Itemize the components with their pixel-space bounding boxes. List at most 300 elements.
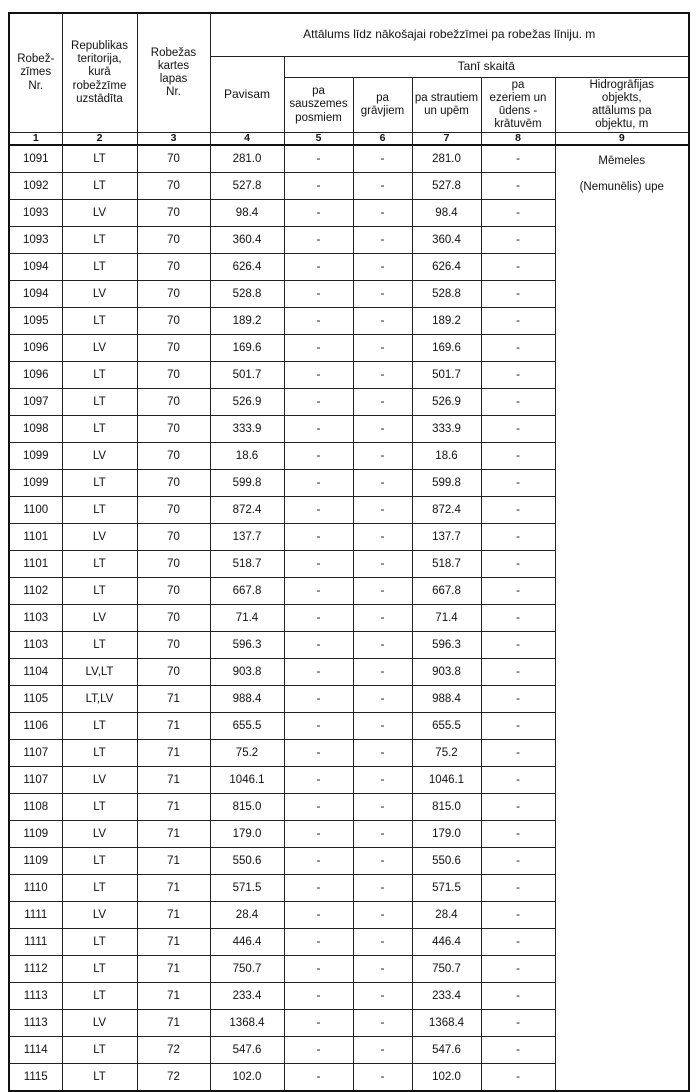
territory-cell: LT [62, 875, 137, 902]
map-sheet-cell: 70 [137, 605, 210, 632]
river-cell: 75.2 [412, 740, 481, 767]
total-cell: 1046.1 [210, 767, 284, 794]
ditch-cell: - [353, 443, 412, 470]
lake-cell: - [481, 1037, 555, 1064]
lake-cell: - [481, 983, 555, 1010]
header-total: Pavisam [210, 57, 284, 133]
river-cell: 527.8 [412, 173, 481, 200]
land-cell: - [284, 767, 353, 794]
land-cell: - [284, 1037, 353, 1064]
territory-cell: LT [62, 497, 137, 524]
hydro-object-cell [555, 145, 689, 1091]
territory-cell: LT [62, 254, 137, 281]
ditch-cell: - [353, 227, 412, 254]
marker-number-cell: 1110 [9, 875, 62, 902]
territory-cell: LT [62, 956, 137, 983]
marker-number-cell: 1099 [9, 443, 62, 470]
lake-cell: - [481, 632, 555, 659]
ditch-cell: - [353, 1010, 412, 1037]
river-cell: 233.4 [412, 983, 481, 1010]
ditch-cell: - [353, 686, 412, 713]
ditch-cell: - [353, 821, 412, 848]
total-cell: 750.7 [210, 956, 284, 983]
river-cell: 446.4 [412, 929, 481, 956]
ditch-cell: - [353, 335, 412, 362]
header-distance-group: Attālums līdz nākošajai robežzīmei pa robežas līniju. m [210, 13, 689, 57]
marker-number-cell: 1095 [9, 308, 62, 335]
marker-number-cell: 1104 [9, 659, 62, 686]
river-cell: 526.9 [412, 389, 481, 416]
land-cell: - [284, 902, 353, 929]
marker-number-cell: 1094 [9, 254, 62, 281]
river-cell: 18.6 [412, 443, 481, 470]
ditch-cell: - [353, 524, 412, 551]
territory-cell: LV [62, 443, 137, 470]
river-cell: 28.4 [412, 902, 481, 929]
total-cell: 550.6 [210, 848, 284, 875]
lake-cell: - [481, 713, 555, 740]
territory-cell: LT [62, 362, 137, 389]
ditch-cell: - [353, 1064, 412, 1092]
land-cell: - [284, 145, 353, 173]
lake-cell: - [481, 524, 555, 551]
ditch-cell: - [353, 254, 412, 281]
ditch-cell: - [353, 605, 412, 632]
total-cell: 233.4 [210, 983, 284, 1010]
map-sheet-cell: 71 [137, 713, 210, 740]
total-cell: 281.0 [210, 145, 284, 173]
map-sheet-cell: 70 [137, 578, 210, 605]
ditch-cell: - [353, 848, 412, 875]
total-cell: 333.9 [210, 416, 284, 443]
marker-number-cell: 1103 [9, 632, 62, 659]
ditch-cell: - [353, 794, 412, 821]
ditch-cell: - [353, 875, 412, 902]
marker-number-cell: 1101 [9, 551, 62, 578]
map-sheet-cell: 72 [137, 1064, 210, 1092]
river-cell: 872.4 [412, 497, 481, 524]
marker-number-cell: 1101 [9, 524, 62, 551]
land-cell: - [284, 362, 353, 389]
total-cell: 527.8 [210, 173, 284, 200]
marker-number-cell: 1103 [9, 605, 62, 632]
land-cell: - [284, 821, 353, 848]
marker-number-cell: 1115 [9, 1064, 62, 1092]
total-cell: 815.0 [210, 794, 284, 821]
marker-number-cell: 1109 [9, 848, 62, 875]
river-cell: 71.4 [412, 605, 481, 632]
lake-cell: - [481, 578, 555, 605]
river-cell: 1046.1 [412, 767, 481, 794]
river-cell: 98.4 [412, 200, 481, 227]
total-cell: 526.9 [210, 389, 284, 416]
map-sheet-cell: 70 [137, 308, 210, 335]
lake-cell: - [481, 416, 555, 443]
marker-number-cell: 1107 [9, 767, 62, 794]
lake-cell: - [481, 443, 555, 470]
column-number: 9 [555, 133, 689, 146]
territory-cell: LV [62, 767, 137, 794]
territory-cell: LV [62, 200, 137, 227]
river-cell: 501.7 [412, 362, 481, 389]
lake-cell: - [481, 821, 555, 848]
ditch-cell: - [353, 713, 412, 740]
column-number: 3 [137, 133, 210, 146]
territory-cell: LT [62, 713, 137, 740]
map-sheet-cell: 71 [137, 740, 210, 767]
column-number: 2 [62, 133, 137, 146]
map-sheet-cell: 71 [137, 956, 210, 983]
total-cell: 988.4 [210, 686, 284, 713]
land-cell: - [284, 659, 353, 686]
marker-number-cell: 1091 [9, 145, 62, 173]
land-cell: - [284, 686, 353, 713]
marker-number-cell: 1107 [9, 740, 62, 767]
lake-cell: - [481, 848, 555, 875]
lake-cell: - [481, 200, 555, 227]
lake-cell: - [481, 740, 555, 767]
land-cell: - [284, 416, 353, 443]
ditch-cell: - [353, 578, 412, 605]
total-cell: 98.4 [210, 200, 284, 227]
territory-cell: LT [62, 1037, 137, 1064]
territory-cell: LT [62, 145, 137, 173]
lake-cell: - [481, 173, 555, 200]
lake-cell: - [481, 254, 555, 281]
river-cell: 626.4 [412, 254, 481, 281]
total-cell: 903.8 [210, 659, 284, 686]
river-cell: 550.6 [412, 848, 481, 875]
total-cell: 518.7 [210, 551, 284, 578]
lake-cell: - [481, 551, 555, 578]
map-sheet-cell: 70 [137, 524, 210, 551]
map-sheet-cell: 70 [137, 281, 210, 308]
marker-number-cell: 1093 [9, 227, 62, 254]
marker-number-cell: 1100 [9, 497, 62, 524]
territory-cell: LT [62, 416, 137, 443]
marker-number-cell: 1096 [9, 362, 62, 389]
territory-cell: LV [62, 605, 137, 632]
river-cell: 815.0 [412, 794, 481, 821]
marker-number-cell: 1111 [9, 902, 62, 929]
territory-cell: LV [62, 902, 137, 929]
land-cell: - [284, 227, 353, 254]
marker-number-cell: 1096 [9, 335, 62, 362]
map-sheet-cell: 71 [137, 983, 210, 1010]
land-cell: - [284, 632, 353, 659]
total-cell: 28.4 [210, 902, 284, 929]
column-number: 8 [481, 133, 555, 146]
map-sheet-cell: 70 [137, 389, 210, 416]
land-cell: - [284, 848, 353, 875]
total-cell: 596.3 [210, 632, 284, 659]
ditch-cell: - [353, 497, 412, 524]
territory-cell: LT [62, 794, 137, 821]
total-cell: 18.6 [210, 443, 284, 470]
river-cell: 571.5 [412, 875, 481, 902]
table-row [9, 145, 689, 173]
lake-cell: - [481, 929, 555, 956]
map-sheet-cell: 71 [137, 686, 210, 713]
lake-cell: - [481, 145, 555, 173]
territory-cell: LT [62, 173, 137, 200]
ditch-cell: - [353, 173, 412, 200]
lake-cell: - [481, 308, 555, 335]
header-ditches: pa grāvjiem [353, 78, 412, 133]
river-cell: 333.9 [412, 416, 481, 443]
lake-cell: - [481, 686, 555, 713]
land-cell: - [284, 524, 353, 551]
lake-cell: - [481, 1010, 555, 1037]
column-number: 7 [412, 133, 481, 146]
river-cell: 988.4 [412, 686, 481, 713]
river-cell: 179.0 [412, 821, 481, 848]
map-sheet-cell: 71 [137, 767, 210, 794]
river-cell: 137.7 [412, 524, 481, 551]
river-cell: 102.0 [412, 1064, 481, 1092]
lake-cell: - [481, 362, 555, 389]
lake-cell: - [481, 227, 555, 254]
territory-cell: LV [62, 281, 137, 308]
map-sheet-cell: 71 [137, 1010, 210, 1037]
territory-cell: LT [62, 227, 137, 254]
land-cell: - [284, 254, 353, 281]
total-cell: 655.5 [210, 713, 284, 740]
column-number-row [9, 133, 689, 146]
lake-cell: - [481, 794, 555, 821]
land-cell: - [284, 200, 353, 227]
header-hydro-object: Hidrogrāfijas objekts, attālums pa objektu, m [555, 78, 689, 133]
ditch-cell: - [353, 362, 412, 389]
total-cell: 528.8 [210, 281, 284, 308]
total-cell: 189.2 [210, 308, 284, 335]
total-cell: 872.4 [210, 497, 284, 524]
lake-cell: - [481, 335, 555, 362]
total-cell: 667.8 [210, 578, 284, 605]
territory-cell: LT [62, 740, 137, 767]
map-sheet-cell: 70 [137, 470, 210, 497]
marker-number-cell: 1098 [9, 416, 62, 443]
ditch-cell: - [353, 767, 412, 794]
marker-number-cell: 1105 [9, 686, 62, 713]
map-sheet-cell: 71 [137, 929, 210, 956]
land-cell: - [284, 497, 353, 524]
map-sheet-cell: 71 [137, 821, 210, 848]
river-cell: 189.2 [412, 308, 481, 335]
territory-cell: LV,LT [62, 659, 137, 686]
column-number: 4 [210, 133, 284, 146]
ditch-cell: - [353, 551, 412, 578]
lake-cell: - [481, 605, 555, 632]
land-cell: - [284, 956, 353, 983]
river-cell: 596.3 [412, 632, 481, 659]
map-sheet-cell: 70 [137, 443, 210, 470]
territory-cell: LV [62, 1010, 137, 1037]
territory-cell: LT [62, 848, 137, 875]
marker-number-cell: 1111 [9, 929, 62, 956]
header-land-sections: pa sauszemes posmiem [284, 78, 353, 133]
ditch-cell: - [353, 281, 412, 308]
ditch-cell: - [353, 956, 412, 983]
map-sheet-cell: 70 [137, 173, 210, 200]
map-sheet-cell: 70 [137, 335, 210, 362]
header-map-sheet: Robežas kartes lapas Nr. [137, 13, 210, 133]
map-sheet-cell: 70 [137, 551, 210, 578]
marker-number-cell: 1092 [9, 173, 62, 200]
total-cell: 547.6 [210, 1037, 284, 1064]
map-sheet-cell: 70 [137, 632, 210, 659]
river-cell: 281.0 [412, 145, 481, 173]
total-cell: 179.0 [210, 821, 284, 848]
header-lakes-reservoirs: pa ezeriem un ūdens - krātuvēm [481, 78, 555, 133]
land-cell: - [284, 470, 353, 497]
header-marker-number: Robež- zīmes Nr. [9, 13, 62, 133]
ditch-cell: - [353, 470, 412, 497]
land-cell: - [284, 740, 353, 767]
territory-cell: LT [62, 470, 137, 497]
map-sheet-cell: 71 [137, 875, 210, 902]
lake-cell: - [481, 470, 555, 497]
ditch-cell: - [353, 200, 412, 227]
boundary-marker-table [8, 12, 690, 1092]
territory-cell: LT,LV [62, 686, 137, 713]
ditch-cell: - [353, 308, 412, 335]
territory-cell: LV [62, 524, 137, 551]
total-cell: 169.6 [210, 335, 284, 362]
total-cell: 1368.4 [210, 1010, 284, 1037]
land-cell: - [284, 605, 353, 632]
ditch-cell: - [353, 145, 412, 173]
total-cell: 360.4 [210, 227, 284, 254]
territory-cell: LT [62, 389, 137, 416]
river-cell: 667.8 [412, 578, 481, 605]
land-cell: - [284, 335, 353, 362]
lake-cell: - [481, 1064, 555, 1092]
lake-cell: - [481, 389, 555, 416]
total-cell: 501.7 [210, 362, 284, 389]
land-cell: - [284, 794, 353, 821]
total-cell: 626.4 [210, 254, 284, 281]
total-cell: 446.4 [210, 929, 284, 956]
column-number: 1 [9, 133, 62, 146]
land-cell: - [284, 443, 353, 470]
marker-number-cell: 1093 [9, 200, 62, 227]
land-cell: - [284, 929, 353, 956]
header-streams-rivers: pa strautiem un upēm [412, 78, 481, 133]
marker-number-cell: 1108 [9, 794, 62, 821]
land-cell: - [284, 983, 353, 1010]
ditch-cell: - [353, 632, 412, 659]
map-sheet-cell: 70 [137, 659, 210, 686]
map-sheet-cell: 70 [137, 145, 210, 173]
marker-number-cell: 1109 [9, 821, 62, 848]
river-cell: 360.4 [412, 227, 481, 254]
river-cell: 528.8 [412, 281, 481, 308]
river-cell: 655.5 [412, 713, 481, 740]
land-cell: - [284, 1010, 353, 1037]
column-number: 6 [353, 133, 412, 146]
land-cell: - [284, 551, 353, 578]
ditch-cell: - [353, 416, 412, 443]
territory-cell: LT [62, 578, 137, 605]
land-cell: - [284, 308, 353, 335]
lake-cell: - [481, 902, 555, 929]
territory-cell: LT [62, 983, 137, 1010]
land-cell: - [284, 173, 353, 200]
marker-number-cell: 1114 [9, 1037, 62, 1064]
marker-number-cell: 1106 [9, 713, 62, 740]
header-republic-territory: Republikas teritorija, kurā robežzīme uzstādīta [62, 13, 137, 133]
total-cell: 137.7 [210, 524, 284, 551]
territory-cell: LT [62, 551, 137, 578]
ditch-cell: - [353, 929, 412, 956]
territory-cell: LT [62, 308, 137, 335]
marker-number-cell: 1099 [9, 470, 62, 497]
total-cell: 102.0 [210, 1064, 284, 1092]
river-cell: 750.7 [412, 956, 481, 983]
marker-number-cell: 1097 [9, 389, 62, 416]
total-cell: 571.5 [210, 875, 284, 902]
map-sheet-cell: 70 [137, 416, 210, 443]
document-sheet [8, 12, 690, 1092]
map-sheet-cell: 70 [137, 497, 210, 524]
ditch-cell: - [353, 740, 412, 767]
lake-cell: - [481, 767, 555, 794]
territory-cell: LV [62, 821, 137, 848]
territory-cell: LT [62, 1064, 137, 1092]
ditch-cell: - [353, 983, 412, 1010]
total-cell: 599.8 [210, 470, 284, 497]
map-sheet-cell: 71 [137, 848, 210, 875]
land-cell: - [284, 389, 353, 416]
river-cell: 903.8 [412, 659, 481, 686]
river-cell: 518.7 [412, 551, 481, 578]
river-cell: 1368.4 [412, 1010, 481, 1037]
ditch-cell: - [353, 1037, 412, 1064]
map-sheet-cell: 70 [137, 200, 210, 227]
ditch-cell: - [353, 659, 412, 686]
lake-cell: - [481, 659, 555, 686]
marker-number-cell: 1094 [9, 281, 62, 308]
ditch-cell: - [353, 902, 412, 929]
map-sheet-cell: 71 [137, 902, 210, 929]
hydro-object-name-alt: (Nemunēlis) upe [579, 181, 664, 193]
marker-number-cell: 1113 [9, 983, 62, 1010]
marker-number-cell: 1113 [9, 1010, 62, 1037]
ditch-cell: - [353, 389, 412, 416]
lake-cell: - [481, 875, 555, 902]
lake-cell: - [481, 281, 555, 308]
river-cell: 169.6 [412, 335, 481, 362]
map-sheet-cell: 70 [137, 227, 210, 254]
lake-cell: - [481, 956, 555, 983]
table-body [9, 145, 689, 1091]
lake-cell: - [481, 497, 555, 524]
map-sheet-cell: 70 [137, 362, 210, 389]
land-cell: - [284, 1064, 353, 1092]
header-subgroup: Tanī skaitā [284, 57, 689, 78]
marker-number-cell: 1102 [9, 578, 62, 605]
territory-cell: LT [62, 929, 137, 956]
river-cell: 599.8 [412, 470, 481, 497]
marker-number-cell: 1112 [9, 956, 62, 983]
column-number: 5 [284, 133, 353, 146]
river-cell: 547.6 [412, 1037, 481, 1064]
map-sheet-cell: 71 [137, 794, 210, 821]
map-sheet-cell: 72 [137, 1037, 210, 1064]
total-cell: 75.2 [210, 740, 284, 767]
total-cell: 71.4 [210, 605, 284, 632]
